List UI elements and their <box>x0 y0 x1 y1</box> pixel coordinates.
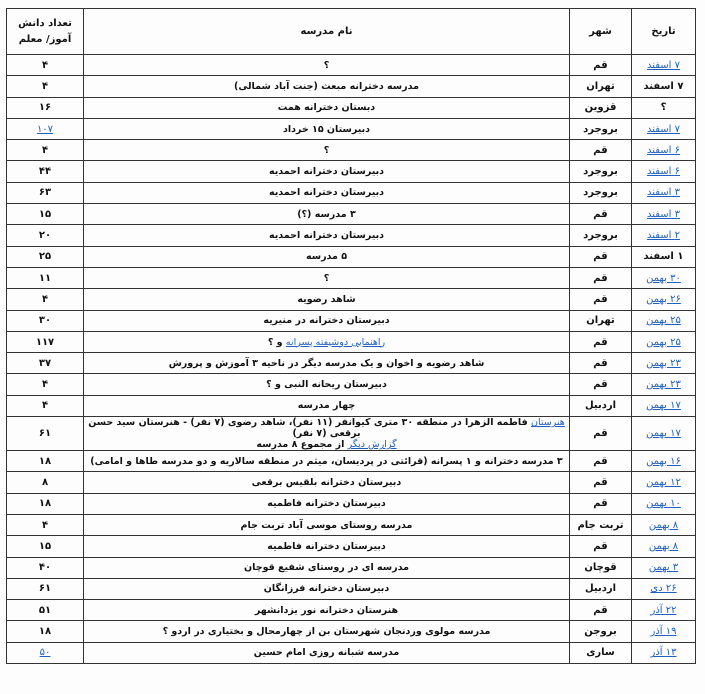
table-row <box>7 374 696 395</box>
count-cell: ۱۶ <box>7 97 84 118</box>
date-link[interactable]: ۶ اسفند <box>646 166 681 178</box>
count-cell: ۴ <box>7 76 84 97</box>
city-cell: قم <box>570 246 632 267</box>
city-cell: قم <box>570 353 632 374</box>
date-link[interactable]: ۲۵ بهمن <box>646 315 681 327</box>
table-row <box>7 353 696 374</box>
header-row <box>7 9 696 55</box>
school-cell: دبیرستان دخترانه احمدیه <box>84 161 570 182</box>
school-cell: ؟ <box>84 140 570 161</box>
school-cell: چهار مدرسه <box>84 395 570 416</box>
school-cell: مدرسه دخترانه مبعث (جنت آباد شمالی) <box>84 76 570 97</box>
date-link[interactable]: ۷ اسفند <box>646 123 681 135</box>
count-cell: ۱۸ <box>7 621 84 642</box>
date-cell <box>632 536 696 557</box>
date-link[interactable]: ۶ اسفند <box>646 144 681 156</box>
school-cell: دبیرستان دخترانه احمدیه <box>84 225 570 246</box>
count-cell: ۸ <box>7 472 84 493</box>
date-cell <box>632 161 696 182</box>
city-cell: تهران <box>570 76 632 97</box>
table-row <box>7 97 696 118</box>
school-cell: مدرسه شبانه روزی امام حسین <box>84 642 570 663</box>
date-link[interactable]: ۲ اسفند <box>646 230 681 242</box>
city-cell: بروجرد <box>570 225 632 246</box>
school-cell: ۵ مدرسه <box>84 246 570 267</box>
date-cell <box>632 578 696 599</box>
school-cell: ؟ <box>84 267 570 288</box>
count-cell: ۳۷ <box>7 353 84 374</box>
school-cell: دبیرستان دخترانه فاطمیه <box>84 536 570 557</box>
city-cell: قم <box>570 493 632 514</box>
school-cell: شاهد رضویه و اخوان و یک مدرسه دیگر در ناحیه ۳ آموزش و پرورش <box>84 353 570 374</box>
table-row <box>7 472 696 493</box>
date-cell <box>632 225 696 246</box>
report-link[interactable]: گزارش دیگر <box>347 439 397 451</box>
date-link[interactable]: ۲۶ دی <box>650 583 677 595</box>
table-row <box>7 557 696 578</box>
date-cell <box>632 374 696 395</box>
date-cell <box>632 557 696 578</box>
date-link[interactable]: ۱۲ بهمن <box>646 476 681 488</box>
count-cell <box>7 642 84 663</box>
date-cell <box>632 621 696 642</box>
city-cell: قم <box>570 536 632 557</box>
table-row <box>7 395 696 416</box>
table-row <box>7 514 696 535</box>
school-cell: مدرسه مولوی وردنجان شهرستان بن از چهارمحال و بختیاری در اردو ؟ <box>84 621 570 642</box>
count-cell: ۱۵ <box>7 536 84 557</box>
date-cell <box>632 472 696 493</box>
city-cell: اردبیل <box>570 395 632 416</box>
school-cell <box>84 331 570 352</box>
date-link[interactable]: ۱۹ آذر <box>650 626 677 638</box>
date-cell <box>632 395 696 416</box>
date-cell <box>632 267 696 288</box>
date-cell <box>632 55 696 76</box>
date-link[interactable]: ۳۰ بهمن <box>646 272 681 284</box>
date-cell <box>632 493 696 514</box>
city-cell: بروجرد <box>570 161 632 182</box>
table-row <box>7 118 696 139</box>
date-cell <box>632 182 696 203</box>
city-cell: قم <box>570 374 632 395</box>
school-cell: دبیرستان دخترانه احمدیه <box>84 182 570 203</box>
date-link[interactable]: ۲۶ بهمن <box>646 293 681 305</box>
count-cell: ۶۱ <box>7 578 84 599</box>
city-cell: قم <box>570 140 632 161</box>
city-cell: قم <box>570 451 632 472</box>
count-link[interactable]: ۵۰ <box>39 647 51 659</box>
school-cell: ۳ مدرسه (؟) <box>84 204 570 225</box>
city-cell: قم <box>570 417 632 451</box>
table-row <box>7 310 696 331</box>
count-cell: ۳۰ <box>7 310 84 331</box>
date-cell: ۱ اسفند <box>632 246 696 267</box>
date-cell <box>632 514 696 535</box>
count-cell: ۶۱ <box>7 417 84 451</box>
date-link[interactable]: ۱۶ بهمن <box>646 455 681 467</box>
header-date: تاریخ <box>632 9 696 55</box>
city-cell: بروجن <box>570 621 632 642</box>
date-link[interactable]: ۸ بهمن <box>648 540 679 552</box>
table-row <box>7 140 696 161</box>
date-link[interactable]: ۸ بهمن <box>648 519 679 531</box>
table-row <box>7 182 696 203</box>
count-cell: ۱۵ <box>7 204 84 225</box>
header-city: شهر <box>570 9 632 55</box>
date-link[interactable]: ۲۳ بهمن <box>646 357 681 369</box>
count-cell: ۱۱۷ <box>7 331 84 352</box>
count-cell: ۴۰ <box>7 557 84 578</box>
date-link[interactable]: ۱۷ بهمن <box>646 400 681 412</box>
date-cell <box>632 600 696 621</box>
date-cell <box>632 204 696 225</box>
city-cell: اردبیل <box>570 578 632 599</box>
date-link[interactable]: ۳ اسفند <box>646 208 681 220</box>
schools-table <box>6 8 696 664</box>
table-row <box>7 621 696 642</box>
table-row <box>7 417 696 451</box>
table-row <box>7 55 696 76</box>
city-cell: قم <box>570 600 632 621</box>
count-cell <box>7 118 84 139</box>
date-link[interactable]: ۱۳ آذر <box>650 647 677 659</box>
school-cell: دبیرستان ریحانه النبی و ؟ <box>84 374 570 395</box>
school-cell: دبستان دخترانه همت <box>84 97 570 118</box>
date-cell <box>632 642 696 663</box>
count-cell: ۲۵ <box>7 246 84 267</box>
date-link[interactable]: ۲۳ بهمن <box>646 379 681 391</box>
school-cell: دبیرستان دخترانه فاطمیه <box>84 493 570 514</box>
school-cell: دبیرستان دخترانه در منیریه <box>84 310 570 331</box>
table-row <box>7 204 696 225</box>
count-cell: ۱۸ <box>7 451 84 472</box>
date-cell <box>632 310 696 331</box>
table-row <box>7 225 696 246</box>
city-cell: تهران <box>570 310 632 331</box>
table-row <box>7 246 696 267</box>
date-cell <box>632 417 696 451</box>
school-cell: شاهد رضویه <box>84 289 570 310</box>
school-text: و ؟ <box>267 336 286 348</box>
count-link[interactable]: ۱۰۷ <box>36 123 54 135</box>
city-cell: قم <box>570 55 632 76</box>
date-link[interactable]: ۱۷ بهمن <box>646 428 681 440</box>
table-row <box>7 289 696 310</box>
table-row <box>7 493 696 514</box>
table-row <box>7 76 696 97</box>
count-cell: ۴ <box>7 55 84 76</box>
city-cell: ساری <box>570 642 632 663</box>
city-cell: بروجرد <box>570 118 632 139</box>
table-row <box>7 578 696 599</box>
school-cell <box>84 417 570 451</box>
date-cell <box>632 140 696 161</box>
school-text: فاطمه الزهرا در منطقه ۳۰ متری کیوانفر (۱۱ نفر)، شاهد رضوی (۷ نفر) - هنرستان سید حسن برقعی (۷ نفر) <box>88 417 531 440</box>
count-cell: ۴ <box>7 289 84 310</box>
city-cell: قم <box>570 472 632 493</box>
count-cell: ۶۳ <box>7 182 84 203</box>
school-cell: دبیرستان دخترانه فرزانگان <box>84 578 570 599</box>
table-row <box>7 451 696 472</box>
school-cell: دبیرستان ۱۵ خرداد <box>84 118 570 139</box>
city-cell: قم <box>570 267 632 288</box>
city-cell: قزوین <box>570 97 632 118</box>
table-row <box>7 331 696 352</box>
school-cell: مدرسه روستای موسی آباد تربت جام <box>84 514 570 535</box>
header-school: نام مدرسه <box>84 9 570 55</box>
school-link[interactable]: راهنمایی دوشیفته پسرانه <box>285 336 386 348</box>
date-cell: ؟ <box>632 97 696 118</box>
count-cell: ۴ <box>7 395 84 416</box>
table-body <box>7 55 696 664</box>
city-cell: قم <box>570 331 632 352</box>
school-link[interactable]: هنرستان <box>530 417 565 429</box>
date-cell <box>632 451 696 472</box>
school-cell: ؟ <box>84 55 570 76</box>
count-cell: ۱۸ <box>7 493 84 514</box>
school-cell: مدرسه ای در روستای شفیع قوچان <box>84 557 570 578</box>
school-cell: ۳ مدرسه دخترانه و ۱ پسرانه (قرائتی در پردیسان، میثم در منطقه سالاریه و دو مدرسه طاها و امامی) <box>84 451 570 472</box>
date-cell <box>632 118 696 139</box>
date-link[interactable]: ۲۲ آذر <box>650 604 677 616</box>
date-cell <box>632 289 696 310</box>
date-link[interactable]: ۷ اسفند <box>646 59 681 71</box>
date-cell <box>632 353 696 374</box>
school-cell: دبیرستان دخترانه بلقیس برقعی <box>84 472 570 493</box>
table-row <box>7 161 696 182</box>
city-cell: قم <box>570 289 632 310</box>
city-cell: قوچان <box>570 557 632 578</box>
school-text: از مجموع ۸ مدرسه <box>256 439 348 451</box>
table-row <box>7 536 696 557</box>
date-link[interactable]: ۲۵ بهمن <box>646 336 681 348</box>
table-row <box>7 600 696 621</box>
count-cell: ۴۴ <box>7 161 84 182</box>
count-cell: ۲۰ <box>7 225 84 246</box>
count-cell: ۵۱ <box>7 600 84 621</box>
count-cell: ۱۱ <box>7 267 84 288</box>
table-row <box>7 267 696 288</box>
date-cell: ۷ اسفند <box>632 76 696 97</box>
city-cell: بروجرد <box>570 182 632 203</box>
date-cell <box>632 331 696 352</box>
date-link[interactable]: ۱۰ بهمن <box>646 498 681 510</box>
count-cell: ۴ <box>7 140 84 161</box>
table-row <box>7 642 696 663</box>
count-cell: ۴ <box>7 514 84 535</box>
school-cell: هنرستان دخترانه نور یزدانشهر <box>84 600 570 621</box>
city-cell: قم <box>570 204 632 225</box>
header-count: تعداد دانش آموز/ معلم <box>7 9 84 55</box>
count-cell: ۴ <box>7 374 84 395</box>
date-link[interactable]: ۳ بهمن <box>648 562 679 574</box>
date-link[interactable]: ۳ اسفند <box>646 187 681 199</box>
city-cell: تربت جام <box>570 514 632 535</box>
